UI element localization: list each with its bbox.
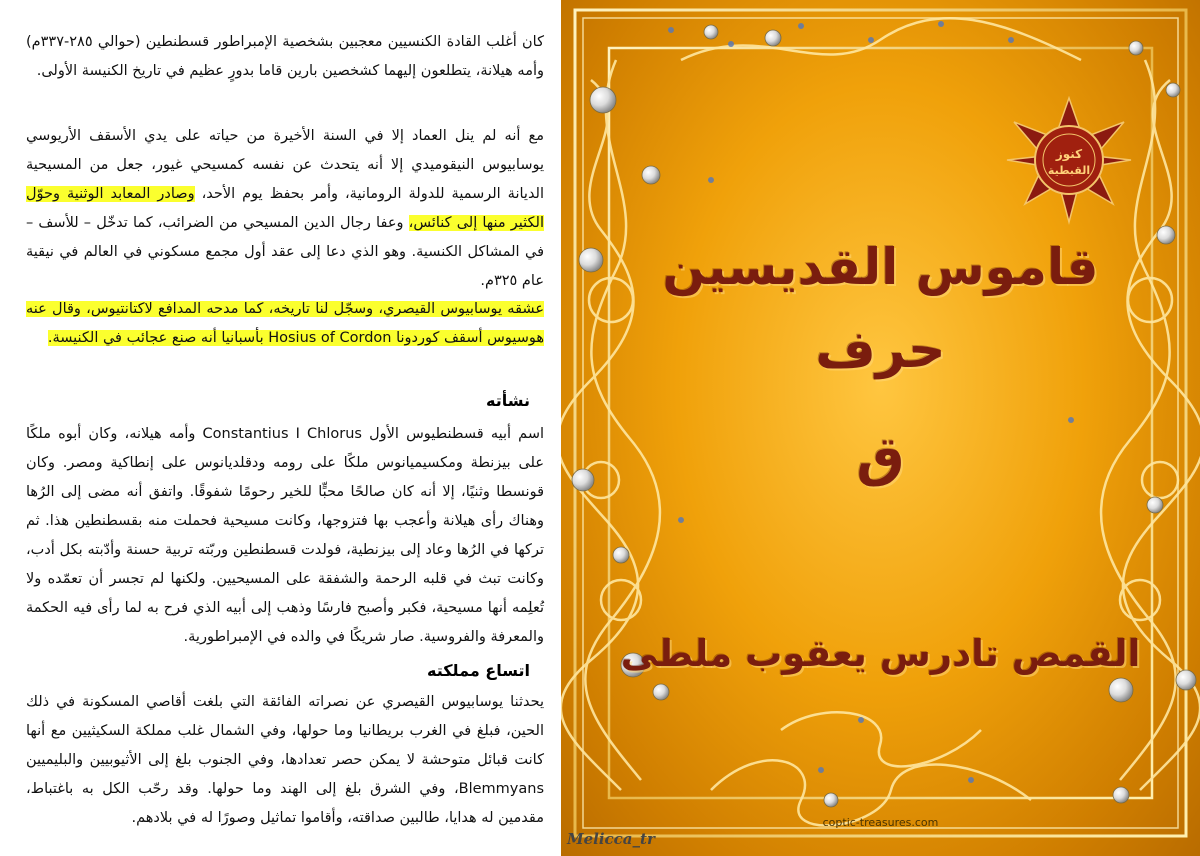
- paragraph-2: [26, 122, 544, 296]
- paragraph-2-highlight: وصادر المعابد الوثنية وحوّل الكثير منها إلى كنائس،: [26, 186, 544, 231]
- coptic-treasures-logo: [1007, 98, 1131, 222]
- text-page: [0, 0, 560, 856]
- paragraph-5: يحدثنا يوسابيوس القيصري عن نصراته الفائقة التي بلغت أقاصي المسكونة في ذلك الحين، فبلغ في الغرب بريطانيا وما حولها، وفي الشمال غلب مملكة السكيثيين مع أنها كانت قبائل متوحشة لا يمكن حصر تعدادها، وفي الجنوب بلغ إلى الأثيوبيين والبليميين Blemmyans، وفي الشرق بلغ إلى الهند وما حولها. وقد رحّب الكل به باغتباط، مقدمين له هدايا، طالبين صداقته، وأقاموا تماثيل وصورًا له في بلادهم.: [26, 694, 544, 826]
- paragraph-3: [26, 295, 544, 353]
- paragraph-4: اسم أبيه قسطنطيوس الأول Constantius I Chlorus وأمه هيلانه، وكان أبوه ملكًا على بيزنطة ومكسيميانوس ملكًا على رومه ودقلديانوس على إنطاكية ومصر. وكان قونسطا وثنيًا، إلا أنه كان صالحًا محبٍّا للخير رحومًا شفوقًا. واتفق أنه مضى إلى الرُها وهناك رأى هيلانة وأعجب بها فتزوجها، وكانت مسيحية فحملت منه بقسطنطين هذا. ثم تركها في الرُها وعاد إلى بيزنطية، فولدت قسطنطين وربّته تربية حسنة وأدّبته بكل أدب، وكانت تبث في قلبه الرحمة والشفقة على المسيحيين. ولكنها لم تجسر أن تعمّده ولا تُعلِمه أنها مسيحية، فكبر وأصبح فارسًا وذهب إلى أبيه الذي فرح به لما رأى فيه الحكمة والمعرفة والفروسية. صار شريكًا في والده في الإمبراطورية.: [26, 426, 545, 645]
- section-heading-upbringing: نشأته: [485, 391, 530, 410]
- section-heading-kingdom-expansion: اتساع مملكته: [427, 661, 530, 680]
- book-cover: [561, 0, 1200, 856]
- cover-author: القمص تادرس يعقوب ملطى: [620, 632, 1141, 675]
- logo-text: كنوز: [1055, 147, 1083, 161]
- cover-website: coptic-treasures.com: [822, 816, 939, 829]
- paragraph-3-highlight: عشقه يوسابيوس القيصري، وسجّل لنا تاريخه، كما مدحه المدافع لاكتانتيوس، وقال عنه هوسيوس أسقف كوردونا Hosius of Cordon بأسبانيا أنه صنع عجائب في الكنيسة.: [26, 301, 544, 346]
- cover-title: قاموس القديسين: [662, 238, 1099, 296]
- svg-text:القبطية: القبطية: [1047, 164, 1091, 177]
- paragraph-2-text-a: مع أنه لم ينل العماد إلا في السنة الأخيرة من حياته على يدي الأسقف الأريوسي يوسابيوس النيقوميدي إلا أنه يتحدث عن نفسه كمسيحي غيور، جعل من المسيحية الديانة الرسمية للدولة الرومانية، وأمر بحفظ يوم الأحد،: [26, 128, 545, 202]
- paragraph-2-text-b: وعفا رجال الدين المسيحي من الضرائب، كما تدخّل – للأسف – في المشاكل الكنسية. وهو الذي دعا إلى عقد أول مجمع مسكوني في العالم في نيقية عام ٣٢٥م.: [26, 215, 544, 289]
- cover-letter-word: حرف: [815, 320, 946, 380]
- cover-letter: ق: [856, 425, 905, 488]
- cover-signature: Melicca_tr: [567, 830, 655, 848]
- paragraph-1: كان أغلب القادة الكنسيين معجبين بشخصية الإمبراطور قسطنطين (حوالي ٢٨٥-٣٣٧م) وأمه هيلانة، يتطلعون إليهما كشخصين بارين قاما بدورٍ عظيم في تاريخ الكنيسة الأولى.: [26, 34, 544, 79]
